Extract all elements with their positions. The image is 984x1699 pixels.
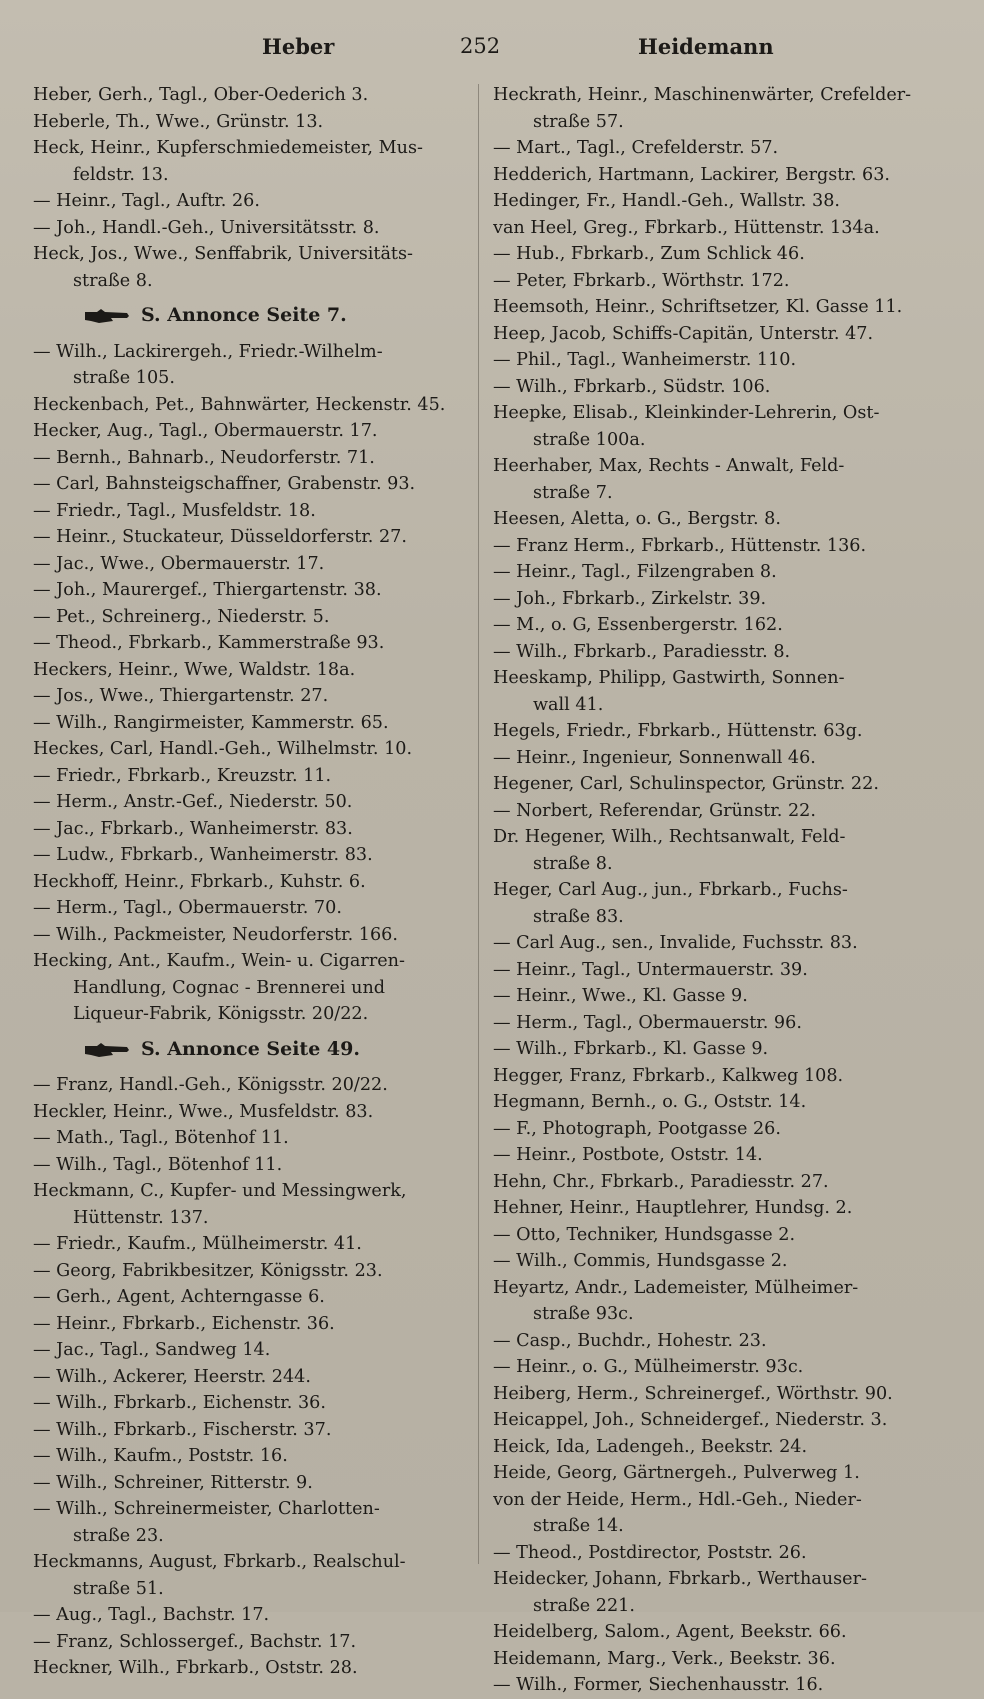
entry-line: Heep, Jacob, Schiffs-Capitän, Unterstr. 47. xyxy=(493,323,874,344)
entry-line: — F., Photograph, Pootgasse 26. xyxy=(493,1118,781,1139)
entry-line: Heckenbach, Pet., Bahnwärter, Heckenstr. 45. xyxy=(33,394,446,415)
directory-entry xyxy=(33,339,463,392)
directory-entry xyxy=(33,948,463,1028)
entry-line: — Wilh., Ackerer, Heerstr. 244. xyxy=(33,1366,311,1387)
directory-entry xyxy=(493,135,933,162)
entry-line: Heyartz, Andr., Lademeister, Mülheimer- xyxy=(493,1277,859,1298)
entry-line: — Wilh., Fbrkarb., Südstr. 106. xyxy=(493,376,771,397)
directory-entry xyxy=(493,1248,933,1275)
directory-entry xyxy=(493,612,933,639)
entry-line: — Friedr., Kaufm., Mülheimerstr. 41. xyxy=(33,1234,362,1254)
directory-entry xyxy=(33,1337,463,1364)
directory-entry xyxy=(493,798,933,825)
directory-entry xyxy=(493,533,933,560)
entry-line: — Heinr., Fbrkarb., Eichenstr. 36. xyxy=(33,1313,335,1334)
directory-entry xyxy=(493,1434,933,1461)
entry-line: — Wilh., Fbrkarb., Eichenstr. 36. xyxy=(33,1393,326,1413)
directory-entry xyxy=(33,842,463,869)
entry-continuation-line: straße 93c. xyxy=(533,1304,634,1324)
header-right-keyword: Heidemann xyxy=(638,34,774,59)
entry-line: — Wilh., Fbrkarb., Paradiesstr. 8. xyxy=(493,641,791,662)
entry-continuation-line: Hüttenstr. 137. xyxy=(73,1207,209,1228)
entry-line: Heidelberg, Salom., Agent, Beekstr. 66. xyxy=(493,1622,847,1642)
entry-line: — Wilh., Packmeister, Neudorferstr. 166. xyxy=(33,924,398,945)
directory-entry xyxy=(33,1496,463,1549)
entry-line: Hegger, Franz, Fbrkarb., Kalkweg 108. xyxy=(493,1065,844,1086)
directory-entry xyxy=(33,816,463,843)
entry-line: Heger, Carl Aug., jun., Fbrkarb., Fuchs- xyxy=(493,880,848,900)
directory-entry xyxy=(493,1619,933,1646)
directory-entry xyxy=(33,1364,463,1391)
directory-entry xyxy=(493,1646,933,1673)
entry-line: — Franz, Schlossergef., Bachstr. 17. xyxy=(33,1631,357,1652)
directory-entry xyxy=(33,109,463,136)
entry-line: Heberle, Th., Wwe., Grünstr. 13. xyxy=(33,111,324,132)
entry-line: Heidecker, Johann, Fbrkarb., Werthauser- xyxy=(493,1569,867,1589)
directory-entry xyxy=(33,1231,463,1258)
entry-continuation-line: straße 14. xyxy=(533,1516,624,1536)
entry-continuation-line: straße 105. xyxy=(73,368,175,388)
directory-entry xyxy=(493,1142,933,1169)
directory-entry xyxy=(493,745,933,772)
directory-entry xyxy=(33,1125,463,1152)
directory-entry xyxy=(493,241,933,268)
entry-line: — Wilh., Tagl., Bötenhof 11. xyxy=(33,1154,283,1175)
directory-entry xyxy=(33,498,463,525)
entry-continuation-line: straße 7. xyxy=(533,482,613,503)
entry-continuation-line: straße 57. xyxy=(533,111,624,132)
entry-line: — Heinr., Tagl., Filzengraben 8. xyxy=(493,562,777,582)
directory-entry xyxy=(33,524,463,551)
directory-entry xyxy=(33,736,463,763)
entry-continuation-line: straße 221. xyxy=(533,1595,635,1616)
annonce-reference xyxy=(83,302,463,329)
directory-entry xyxy=(33,1258,463,1285)
directory-entry xyxy=(33,445,463,472)
directory-entry xyxy=(33,1178,463,1231)
entry-line: Heerhaber, Max, Rechts - Anwalt, Feld- xyxy=(493,456,845,476)
directory-entry xyxy=(493,321,933,348)
entry-line: Hehner, Heinr., Hauptlehrer, Hundsg. 2. xyxy=(493,1198,853,1218)
directory-entry xyxy=(33,710,463,737)
entry-line: Heck, Heinr., Kupferschmiedemeister, Mus- xyxy=(33,138,423,158)
directory-entry xyxy=(493,1328,933,1355)
directory-entry xyxy=(493,453,933,506)
directory-entry xyxy=(33,1072,463,1099)
directory-entry xyxy=(33,657,463,684)
directory-entry xyxy=(493,1487,933,1540)
entry-line: Dr. Hegener, Wilh., Rechtsanwalt, Feld- xyxy=(493,827,846,847)
entry-line: — Wilh., Commis, Hundsgasse 2. xyxy=(493,1251,788,1271)
entry-line: — Theod., Fbrkarb., Kammerstraße 93. xyxy=(33,633,385,653)
directory-entry xyxy=(493,559,933,586)
entry-line: Heckers, Heinr., Wwe, Waldstr. 18a. xyxy=(33,659,356,680)
entry-line: Heidemann, Marg., Verk., Beekstr. 36. xyxy=(493,1648,836,1669)
directory-entry xyxy=(493,268,933,295)
page-header xyxy=(0,34,984,70)
directory-entry xyxy=(33,1417,463,1444)
left-column xyxy=(33,82,463,1682)
directory-entry xyxy=(33,1443,463,1470)
directory-entry xyxy=(493,188,933,215)
entry-line: — Hub., Fbrkarb., Zum Schlick 46. xyxy=(493,244,805,264)
directory-entry xyxy=(33,241,463,294)
entry-line: — Friedr., Tagl., Musfeldstr. 18. xyxy=(33,500,316,521)
entry-line: — Heinr., Wwe., Kl. Gasse 9. xyxy=(493,986,748,1006)
entry-line: Heicappel, Joh., Schneidergef., Niederstr. 3. xyxy=(493,1410,888,1430)
directory-entry xyxy=(493,215,933,242)
directory-entry xyxy=(493,1169,933,1196)
entry-line: — Heinr., Ingenieur, Sonnenwall 46. xyxy=(493,747,816,768)
entry-line: — Joh., Fbrkarb., Zirkelstr. 39. xyxy=(493,588,767,609)
entry-line: Hecker, Aug., Tagl., Obermauerstr. 17. xyxy=(33,421,378,441)
directory-entry xyxy=(33,604,463,631)
directory-entry xyxy=(493,665,933,718)
directory-entry xyxy=(493,718,933,745)
directory-entry xyxy=(33,895,463,922)
directory-entry xyxy=(33,1602,463,1629)
entry-line: — Wilh., Lackirergeh., Friedr.-Wilhelm- xyxy=(33,341,383,362)
directory-entry xyxy=(493,1036,933,1063)
entry-line: — Heinr., Tagl., Auftr. 26. xyxy=(33,191,260,211)
entry-line: Hehn, Chr., Fbrkarb., Paradiesstr. 27. xyxy=(493,1171,829,1192)
entry-continuation-line: Handlung, Cognac - Brennerei und xyxy=(73,977,386,998)
directory-entry xyxy=(33,1311,463,1338)
entry-line: — Casp., Buchdr., Hohestr. 23. xyxy=(493,1330,767,1351)
entry-line: — Georg, Fabrikbesitzer, Königsstr. 23. xyxy=(33,1260,383,1281)
directory-entry xyxy=(493,877,933,930)
entry-line: — Wilh., Fbrkarb., Kl. Gasse 9. xyxy=(493,1039,769,1059)
entry-line: — Ludw., Fbrkarb., Wanheimerstr. 83. xyxy=(33,845,373,865)
directory-entry xyxy=(493,586,933,613)
directory-entry xyxy=(33,683,463,710)
directory-entry xyxy=(493,162,933,189)
entry-line: — Aug., Tagl., Bachstr. 17. xyxy=(33,1605,270,1625)
directory-entry xyxy=(493,1195,933,1222)
directory-entry xyxy=(493,400,933,453)
entry-continuation-line: feldstr. 13. xyxy=(73,164,169,185)
directory-entry xyxy=(493,1460,933,1487)
entry-line: Heide, Georg, Gärtnergeh., Pulverweg 1. xyxy=(493,1463,860,1483)
pointing-hand-icon xyxy=(83,1042,131,1058)
entry-line: von der Heide, Herm., Hdl.-Geh., Nieder- xyxy=(493,1489,862,1510)
directory-entry xyxy=(493,82,933,135)
entry-line: Heeskamp, Philipp, Gastwirth, Sonnen- xyxy=(493,668,845,688)
entry-line: — Heinr., Stuckateur, Düsseldorferstr. 27. xyxy=(33,527,407,547)
entry-continuation-line: straße 51. xyxy=(73,1578,164,1599)
entry-line: — Jac., Tagl., Sandweg 14. xyxy=(33,1340,271,1360)
directory-entry xyxy=(33,1099,463,1126)
entry-line: — Carl, Bahnsteigschaffner, Grabenstr. 93. xyxy=(33,474,416,494)
annonce-reference xyxy=(83,1036,463,1063)
directory-entry xyxy=(33,471,463,498)
directory-entry xyxy=(33,188,463,215)
directory-entry xyxy=(33,418,463,445)
entry-line: Heckmanns, August, Fbrkarb., Realschul- xyxy=(33,1552,406,1572)
entry-line: Heckhoff, Heinr., Fbrkarb., Kuhstr. 6. xyxy=(33,871,366,892)
entry-line: Heckler, Heinr., Wwe., Musfeldstr. 83. xyxy=(33,1101,374,1122)
entry-line: Heick, Ida, Ladengeh., Beekstr. 24. xyxy=(493,1436,808,1457)
entry-line: — Friedr., Fbrkarb., Kreuzstr. 11. xyxy=(33,765,332,786)
entry-line: — Norbert, Referendar, Grünstr. 22. xyxy=(493,800,816,821)
entry-line: — Bernh., Bahnarb., Neudorferstr. 71. xyxy=(33,447,375,468)
entry-line: — Wilh., Kaufm., Poststr. 16. xyxy=(33,1446,288,1466)
directory-entry xyxy=(493,957,933,984)
entry-line: — M., o. G, Essenbergerstr. 162. xyxy=(493,615,783,635)
directory-entry xyxy=(493,1407,933,1434)
entry-line: Heber, Gerh., Tagl., Ober-Oederich 3. xyxy=(33,85,369,105)
column-divider xyxy=(478,84,479,1564)
entry-continuation-line: straße 100a. xyxy=(533,429,646,450)
entry-line: Hegels, Friedr., Fbrkarb., Hüttenstr. 63g. xyxy=(493,721,863,741)
directory-entry xyxy=(33,869,463,896)
entry-line: Heckes, Carl, Handl.-Geh., Wilhelmstr. 10. xyxy=(33,739,413,759)
directory-entry xyxy=(33,630,463,657)
entry-line: — Franz Herm., Fbrkarb., Hüttenstr. 136. xyxy=(493,535,867,556)
entry-continuation-line: Liqueur-Fabrik, Königsstr. 20/22. xyxy=(73,1004,369,1024)
directory-entry xyxy=(493,983,933,1010)
entry-line: Heck, Jos., Wwe., Senffabrik, Universitäts- xyxy=(33,244,413,264)
directory-entry xyxy=(33,135,463,188)
entry-line: — Herm., Tagl., Obermauerstr. 70. xyxy=(33,898,342,918)
directory-entry xyxy=(493,1275,933,1328)
entry-line: Heemsoth, Heinr., Schriftsetzer, Kl. Gasse 11. xyxy=(493,297,903,317)
entry-line: Heckner, Wilh., Fbrkarb., Oststr. 28. xyxy=(33,1658,358,1678)
directory-entry xyxy=(493,1540,933,1567)
directory-entry xyxy=(33,1655,463,1682)
header-left-keyword: Heber xyxy=(262,34,335,59)
entry-line: — Mart., Tagl., Crefelderstr. 57. xyxy=(493,138,779,158)
entry-line: — Jac., Fbrkarb., Wanheimerstr. 83. xyxy=(33,818,353,839)
entry-line: Heepke, Elisab., Kleinkinder-Lehrerin, Ost- xyxy=(493,403,880,423)
entry-line: — Wilh., Former, Siechenhausstr. 16. xyxy=(493,1675,824,1695)
directory-entry xyxy=(493,294,933,321)
entry-line: — Joh., Maurergef., Thiergartenstr. 38. xyxy=(33,580,382,600)
directory-entry xyxy=(33,1629,463,1656)
entry-line: Heiberg, Herm., Schreinergef., Wörthstr. 90. xyxy=(493,1383,893,1404)
directory-entry xyxy=(493,1010,933,1037)
entry-line: — Carl Aug., sen., Invalide, Fuchsstr. 83. xyxy=(493,933,858,953)
annonce-text: S. Annonce Seite 49. xyxy=(141,1037,360,1060)
entry-line: Hedinger, Fr., Handl.-Geh., Wallstr. 38. xyxy=(493,191,840,211)
entry-line: Hegener, Carl, Schulinspector, Grünstr. 22. xyxy=(493,774,879,794)
entry-line: van Heel, Greg., Fbrkarb., Hüttenstr. 134a. xyxy=(493,217,880,238)
entry-line: Hedderich, Hartmann, Lackirer, Bergstr. 63. xyxy=(493,164,890,185)
entry-line: Heesen, Aletta, o. G., Bergstr. 8. xyxy=(493,509,781,529)
directory-entry xyxy=(33,1152,463,1179)
entry-line: — Wilh., Fbrkarb., Fischerstr. 37. xyxy=(33,1419,332,1440)
directory-entry xyxy=(33,577,463,604)
page-number: 252 xyxy=(460,34,501,58)
entry-continuation-line: straße 8. xyxy=(533,853,613,874)
directory-entry xyxy=(33,763,463,790)
directory-entry xyxy=(493,824,933,877)
directory-entry xyxy=(493,1116,933,1143)
directory-entry xyxy=(33,392,463,419)
directory-entry xyxy=(493,374,933,401)
entry-continuation-line: straße 83. xyxy=(533,906,624,927)
directory-entry xyxy=(493,1354,933,1381)
directory-entry xyxy=(33,1470,463,1497)
directory-entry xyxy=(493,639,933,666)
directory-entry xyxy=(33,1390,463,1417)
entry-line: — Heinr., o. G., Mülheimerstr. 93c. xyxy=(493,1357,804,1377)
entry-line: — Wilh., Schreiner, Ritterstr. 9. xyxy=(33,1472,313,1493)
directory-entry xyxy=(33,1549,463,1602)
directory-entry xyxy=(33,789,463,816)
entry-line: — Wilh., Schreinermeister, Charlotten- xyxy=(33,1499,380,1519)
entry-line: — Wilh., Rangirmeister, Kammerstr. 65. xyxy=(33,712,389,733)
directory-entry xyxy=(493,1381,933,1408)
pointing-hand-icon xyxy=(83,308,131,324)
directory-entry xyxy=(33,551,463,578)
directory-entry xyxy=(493,1222,933,1249)
directory-entry xyxy=(493,506,933,533)
entry-line: — Pet., Schreinerg., Niederstr. 5. xyxy=(33,606,330,627)
entry-line: — Heinr., Tagl., Untermauerstr. 39. xyxy=(493,959,808,980)
entry-line: — Gerh., Agent, Achterngasse 6. xyxy=(33,1287,325,1307)
annonce-text: S. Annonce Seite 7. xyxy=(141,304,347,326)
right-column xyxy=(493,82,933,1699)
directory-entry xyxy=(493,1566,933,1619)
directory-entry xyxy=(493,1063,933,1090)
directory-entry xyxy=(493,347,933,374)
directory-entry xyxy=(493,930,933,957)
directory-entry xyxy=(33,922,463,949)
entry-line: — Math., Tagl., Bötenhof 11. xyxy=(33,1128,289,1148)
entry-line: Heckrath, Heinr., Maschinenwärter, Crefelder- xyxy=(493,85,912,105)
entry-line: — Otto, Techniker, Hundsgasse 2. xyxy=(493,1224,796,1245)
directory-entry xyxy=(493,1672,933,1699)
directory-entry xyxy=(493,1089,933,1116)
entry-continuation-line: straße 23. xyxy=(73,1525,164,1546)
entry-line: — Herm., Anstr.-Gef., Niederstr. 50. xyxy=(33,792,353,812)
entry-line: — Jac., Wwe., Obermauerstr. 17. xyxy=(33,553,325,574)
entry-line: — Herm., Tagl., Obermauerstr. 96. xyxy=(493,1012,802,1033)
directory-entry xyxy=(33,82,463,109)
entry-continuation-line: wall 41. xyxy=(533,694,604,715)
entry-line: — Jos., Wwe., Thiergartenstr. 27. xyxy=(33,686,329,706)
entry-line: Hecking, Ant., Kaufm., Wein- u. Cigarren- xyxy=(33,951,405,971)
entry-line: Hegmann, Bernh., o. G., Oststr. 14. xyxy=(493,1092,807,1112)
entry-line: Heckmann, C., Kupfer- und Messingwerk, xyxy=(33,1181,407,1201)
entry-line: — Phil., Tagl., Wanheimerstr. 110. xyxy=(493,350,797,370)
entry-line: — Peter, Fbrkarb., Wörthstr. 172. xyxy=(493,270,790,291)
entry-line: — Joh., Handl.-Geh., Universitätsstr. 8. xyxy=(33,217,380,238)
entry-line: — Theod., Postdirector, Poststr. 26. xyxy=(493,1542,807,1563)
entry-line: — Heinr., Postbote, Oststr. 14. xyxy=(493,1145,763,1165)
entry-line: — Franz, Handl.-Geh., Königsstr. 20/22. xyxy=(33,1075,388,1095)
directory-entry xyxy=(33,215,463,242)
directory-entry xyxy=(493,771,933,798)
entry-continuation-line: straße 8. xyxy=(73,270,153,291)
directory-entry xyxy=(33,1284,463,1311)
